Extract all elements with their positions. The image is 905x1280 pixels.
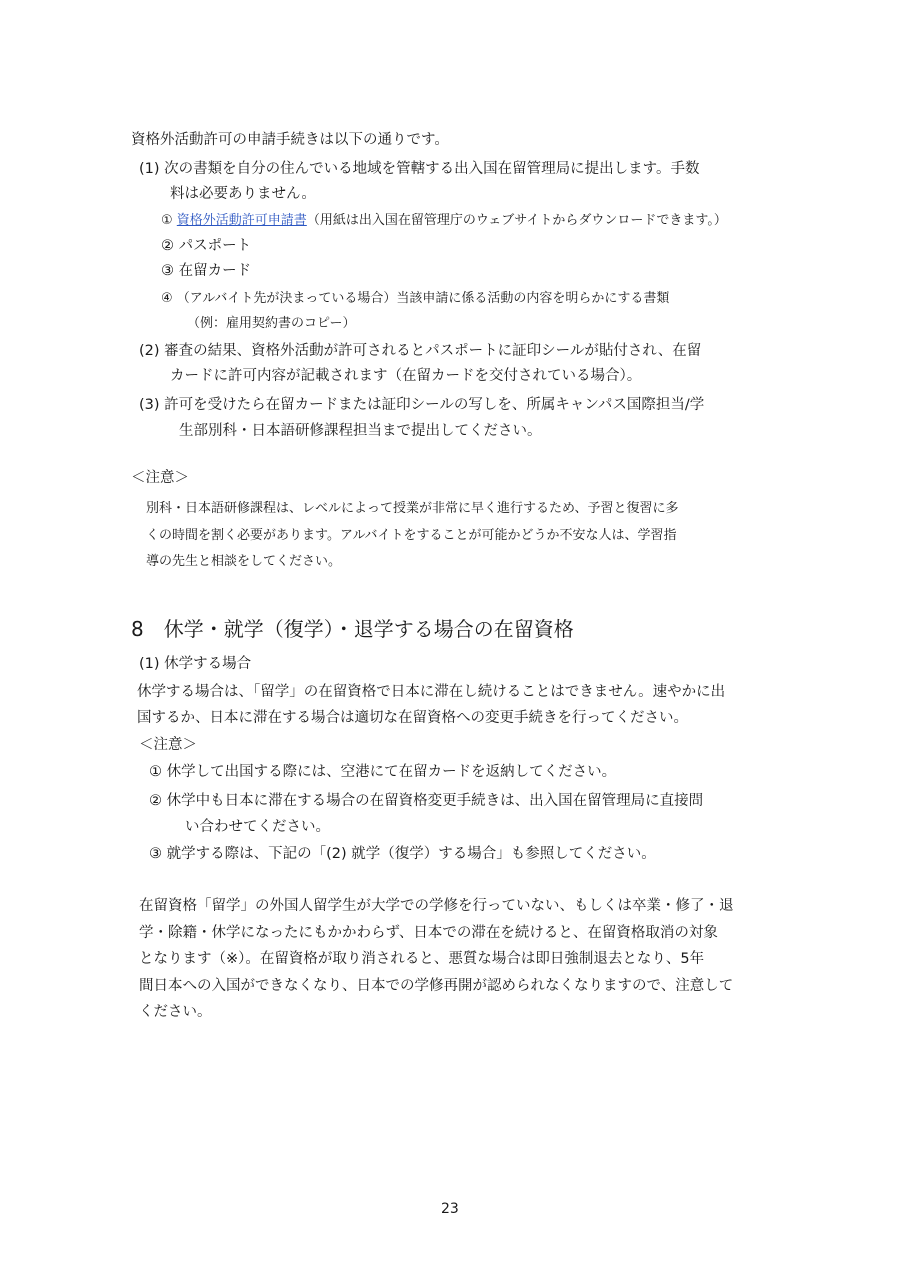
leave-note-label: ＜注意＞ xyxy=(139,737,197,753)
step-3-line-2: 生部別科・日本語研修課程担当まで提出してください。 xyxy=(179,423,542,439)
subsection-leave-title: (1) 休学する場合 xyxy=(139,656,252,672)
status-paragraph-line-5: ください。 xyxy=(139,1004,212,1020)
status-paragraph-line-1: 在留資格「留学」の外国人留学生が大学での学修を行っていない、もしくは卒業・修了・退 xyxy=(139,898,734,914)
status-paragraph-line-3: となります（※）。在留資格が取り消されると、悪質な場合は即日強制退去となり、5年 xyxy=(139,951,705,967)
step-1-line-1: (1) 次の書類を自分の住んでいる地域を管轄する出入国在留管理局に提出します。手数 xyxy=(139,161,700,177)
step-2-line-1: (2) 審査の結果、資格外活動が許可されるとパスポートに証印シールが貼付され、在留 xyxy=(139,343,702,359)
leave-paragraph-line-2: 国するか、日本に滞在する場合は適切な在留資格への変更手続きを行ってください。 xyxy=(137,710,688,726)
doc-item-1 xyxy=(161,213,727,229)
leave-note-2-line-1: ② 休学中も日本に滞在する場合の在留資格変更手続きは、出入国在留管理局に直接問 xyxy=(149,793,704,809)
doc-item-2: ② パスポート xyxy=(161,238,252,254)
step-2-line-2: カードに許可内容が記載されます（在留カードを交付されている場合）。 xyxy=(170,368,642,384)
doc-item-1-number: ① xyxy=(161,213,173,228)
leave-paragraph-line-1: 休学する場合は、「留学」の在留資格で日本に滞在し続けることはできません。速やかに出 xyxy=(137,684,726,700)
step-3-line-1: (3) 許可を受けたら在留カードまたは証印シールの写しを、所属キャンパス国際担当/学 xyxy=(139,397,705,413)
leave-note-2-line-2: い合わせてください。 xyxy=(185,819,330,835)
application-form-link[interactable]: 資格外活動許可申請書 xyxy=(176,213,307,228)
doc-item-4-line-1: ④ （アルバイト先が決まっている場合）当該申請に係る活動の内容を明らかにする書類 xyxy=(161,291,670,306)
doc-item-3: ③ 在留カード xyxy=(161,263,252,279)
note-line-2: くの時間を割く必要があります。アルバイトをすることが可能かどうか不安な人は、学習指 xyxy=(146,528,677,543)
leave-note-1: ① 休学して出国する際には、空港にて在留カードを返納してください。 xyxy=(149,764,617,780)
intro-text: 資格外活動許可の申請手続きは以下の通りです。 xyxy=(131,132,449,148)
status-paragraph-line-4: 間日本への入国ができなくなり、日本での学修再開が認められなくなりますので、注意して xyxy=(139,978,734,994)
page-number: 23 xyxy=(441,1201,459,1217)
doc-item-1-note: （用紙は出入国在留管理庁のウェブサイトからダウンロードできます。） xyxy=(306,213,727,228)
note-label: ＜注意＞ xyxy=(131,470,189,486)
note-line-1: 別科・日本語研修課程は、レベルによって授業が非常に早く進行するため、予習と復習に多 xyxy=(146,501,679,516)
note-line-3: 導の先生と相談をしてください。 xyxy=(146,554,342,569)
leave-note-3: ③ 就学する際は、下記の「(2) 就学（復学）する場合」も参照してください。 xyxy=(149,846,656,862)
doc-item-4-line-2: （例：雇用契約書のコピー） xyxy=(187,316,356,331)
step-1-line-2: 料は必要ありません。 xyxy=(170,186,316,202)
section-8-heading: 8 休学・就学（復学）・退学する場合の在留資格 xyxy=(131,617,574,641)
status-paragraph-line-2: 学・除籍・休学になったにもかかわらず、日本での滞在を続けると、在留資格取消の対象 xyxy=(139,925,718,941)
